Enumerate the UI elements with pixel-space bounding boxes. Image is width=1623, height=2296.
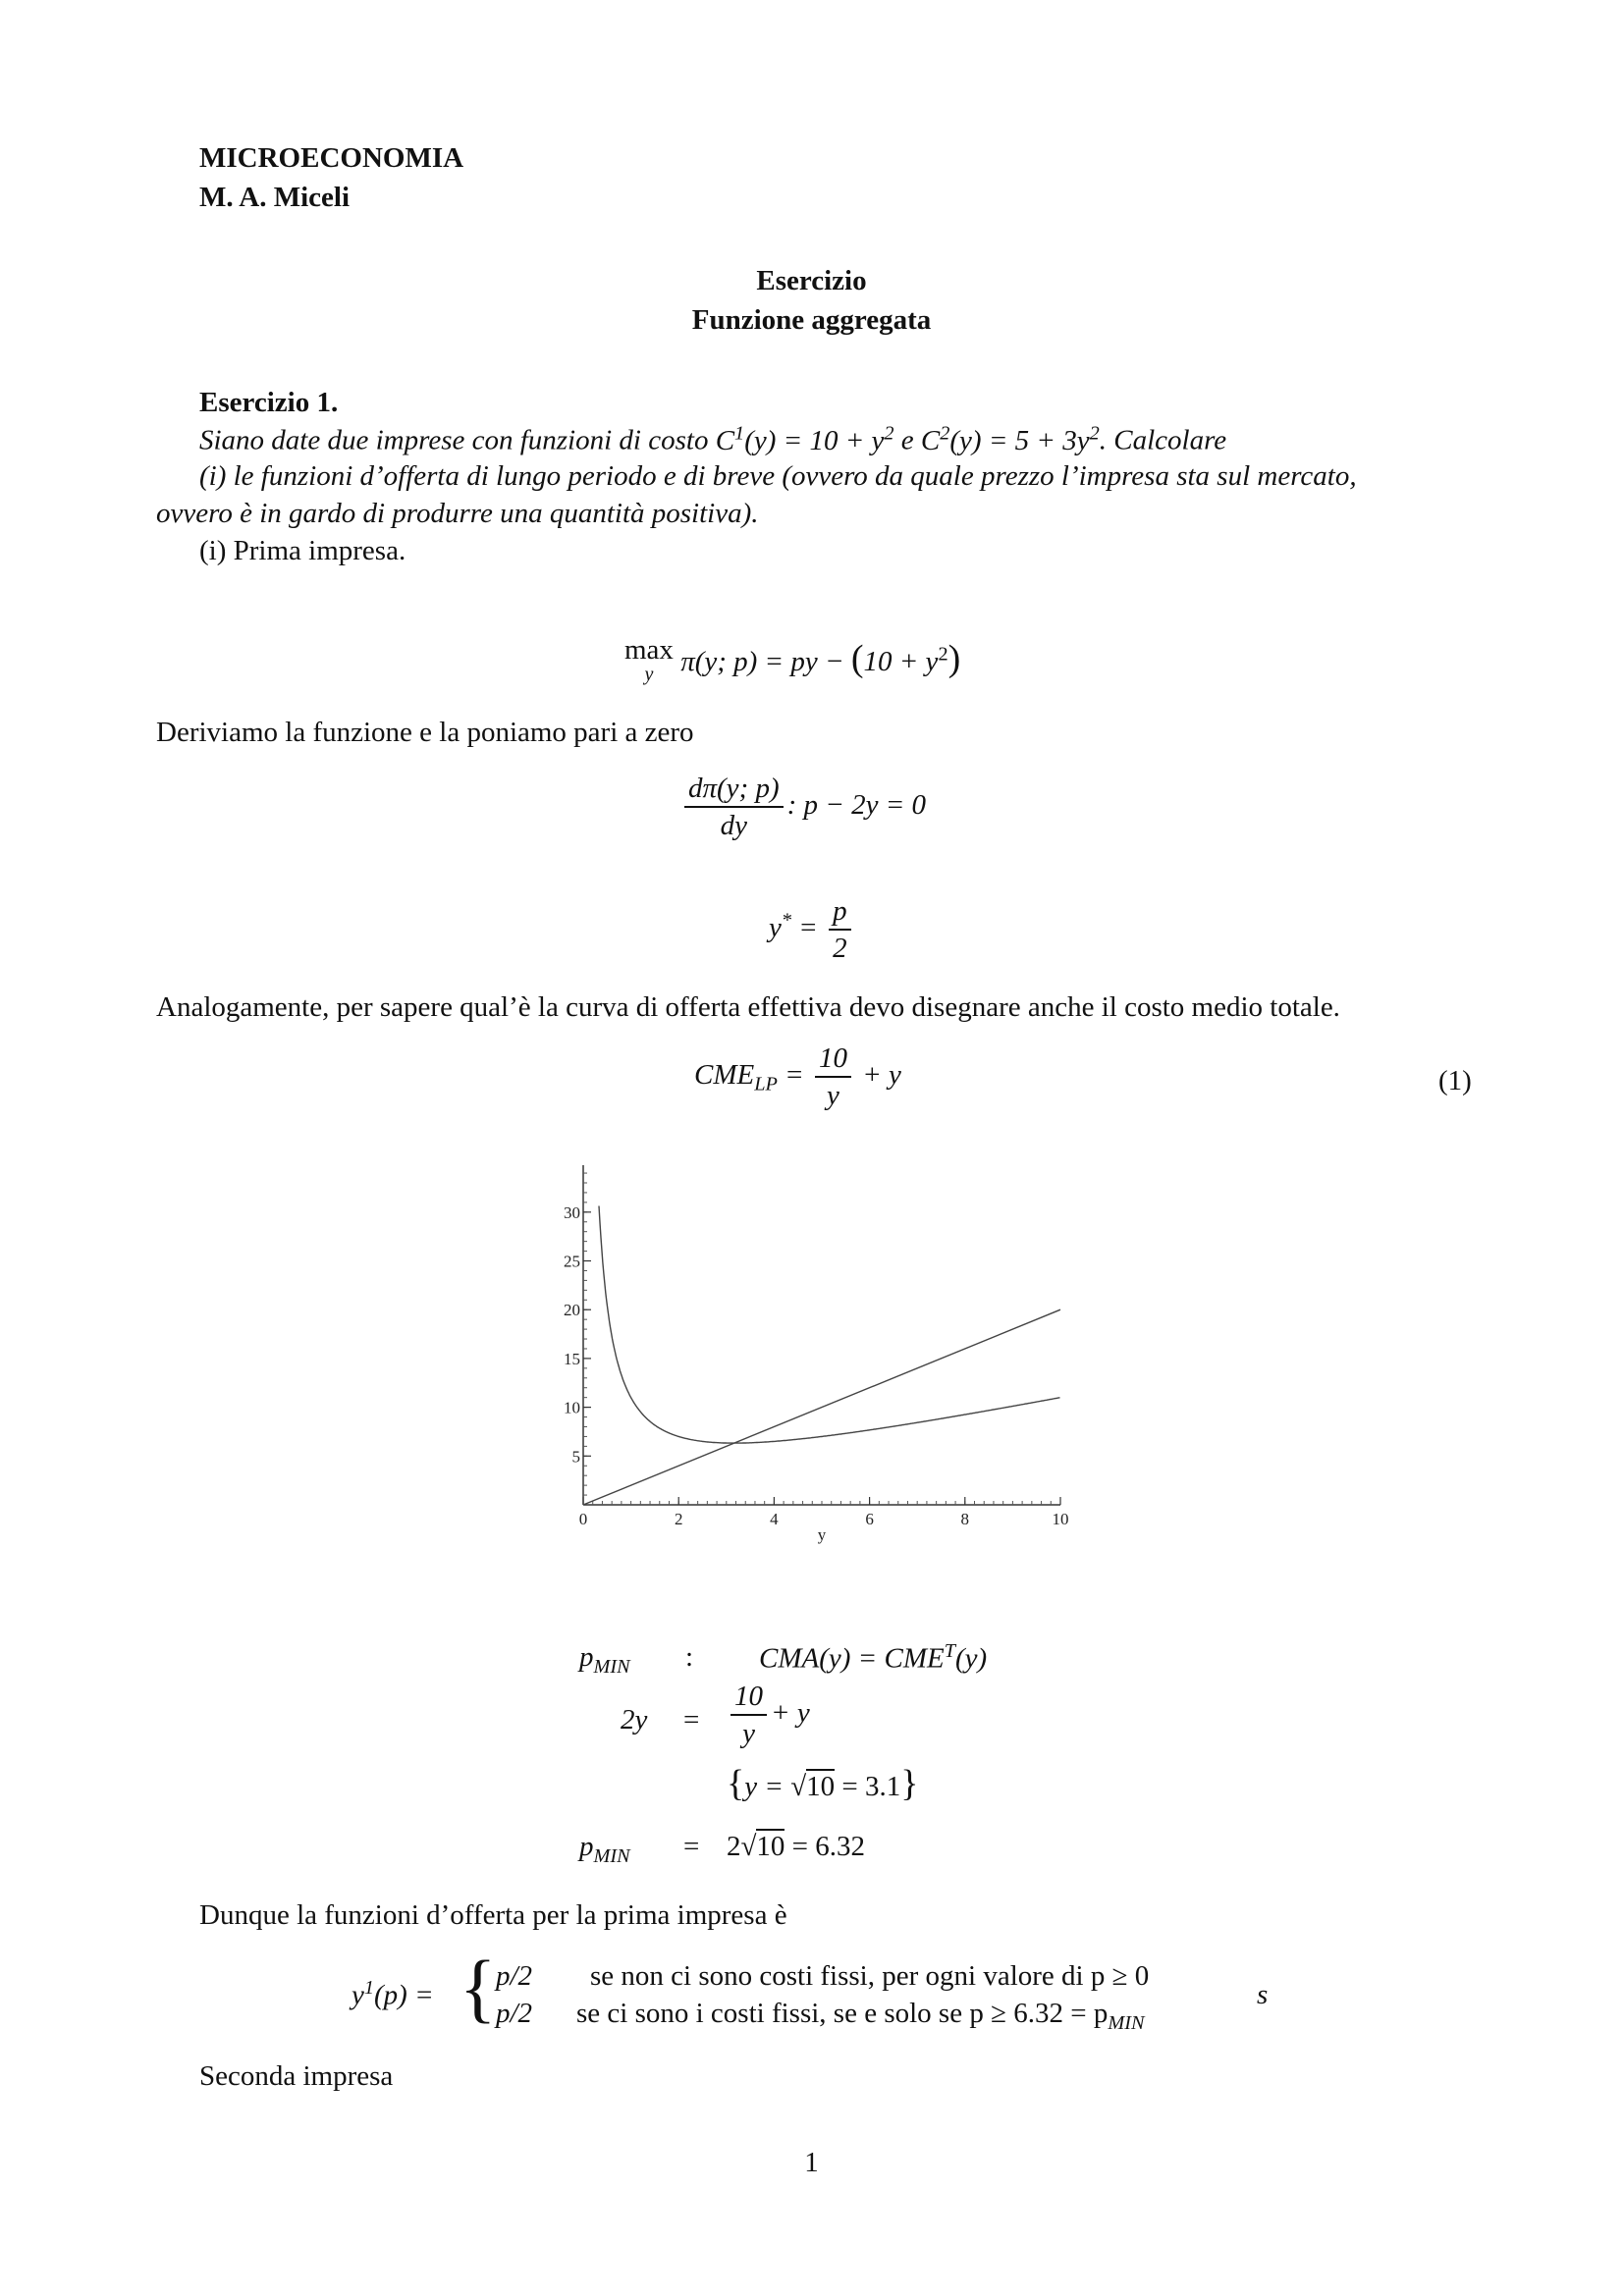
pmin-row4-lhs: $p_{MIN}$ bbox=[579, 1831, 630, 1867]
equation-profit-max: max y π(y; p) = py − $(10 + y^2)$ bbox=[624, 634, 961, 685]
pmin-row1-lhs: $p_{MIN}$ bbox=[579, 1641, 630, 1678]
part-first-firm: (i) Prima impresa. bbox=[199, 535, 406, 566]
course-title: MICROECONOMIA bbox=[199, 142, 464, 174]
supply-case1-value: p/2 bbox=[496, 1960, 533, 1992]
text-derive: Deriviamo la funzione e la poniamo pari a zero bbox=[156, 717, 694, 748]
exercise-heading: Esercizio 1. bbox=[199, 387, 339, 418]
x-axis-label: y bbox=[817, 1525, 827, 1544]
supply-trailing-s: s bbox=[1257, 1979, 1269, 2010]
average-cost-curve bbox=[599, 1206, 1060, 1444]
doc-title-line1: Esercizio bbox=[756, 265, 867, 296]
x-tick-label: 4 bbox=[770, 1510, 779, 1528]
pmin-row1-op: : bbox=[685, 1641, 694, 1673]
x-tick-label: 0 bbox=[578, 1510, 588, 1528]
cost-fn-2: $C^2(y) = 5 + 3y^2$ bbox=[920, 422, 1100, 456]
x-tick-label: 6 bbox=[865, 1510, 874, 1528]
author-name: M. A. Miceli bbox=[199, 182, 351, 213]
pmin-row2-rhs: $\frac{10}{y}$ + y bbox=[727, 1679, 810, 1752]
equation-cme-lp: $CME_{LP}$ = $\frac{10}{y}$ + y bbox=[694, 1042, 901, 1112]
y-tick-label: 15 bbox=[564, 1349, 580, 1368]
pmin-row1-rhs: $CMA(y) = CME^T(y)$ bbox=[759, 1640, 988, 1675]
equation-ystar: y* = $\frac{p}{2}$ bbox=[769, 893, 855, 967]
x-tick-label: 8 bbox=[960, 1510, 970, 1528]
text-dunque: Dunque la funzioni d’offerta per la prima impresa è bbox=[199, 1899, 787, 1931]
supply-lhs: $y^1(p)$ = bbox=[352, 1977, 434, 2011]
exercise-statement-line3: ovvero è in gardo di produrre una quantità positiva). bbox=[156, 498, 759, 529]
equation-number-1: (1) bbox=[1438, 1065, 1472, 1096]
supply-case1-condition: se non ci sono costi fissi, per ogni valore di p ≥ 0 bbox=[590, 1960, 1150, 1992]
equation-derivative: $\frac{d\pi(y; p)}{dy}$ : p − 2y = 0 bbox=[680, 771, 926, 844]
exercise-statement-line2: (i) le funzioni d’offerta di lungo periodo e di breve (ovvero da quale prezzo l’impresa sta sul mercato, bbox=[199, 460, 1357, 492]
cost-fn-1: $C^1(y) = 10 + y^2$ bbox=[715, 422, 894, 456]
supply-case2-condition: se ci sono i costi fissi, se e solo se $p \ge 6.32 = p_{MIN}$ bbox=[576, 1998, 1145, 2034]
cost-curves-chart bbox=[0, 1158, 1623, 1571]
y-tick-label: 25 bbox=[564, 1252, 580, 1271]
x-tick-label: 10 bbox=[1052, 1510, 1069, 1528]
pmin-row2-op: = bbox=[683, 1704, 700, 1735]
page-number: 1 bbox=[804, 2147, 819, 2178]
statement-text: Siano date due imprese con funzioni di costo bbox=[199, 424, 716, 456]
pmin-row4-op: = bbox=[683, 1831, 700, 1862]
supply-brace: { bbox=[460, 1945, 497, 2030]
exercise-statement-line1: Siano date due imprese con funzioni di costo $C^1(y) = 10 + y^2$ e $C^2(y) = 5 + 3y^2$. Calcolare bbox=[199, 422, 1227, 456]
supply-case2-value: p/2 bbox=[496, 1998, 533, 2029]
marginal-cost-line bbox=[583, 1309, 1060, 1505]
text-second-firm: Seconda impresa bbox=[199, 2060, 394, 2092]
pmin-row3: {y = √10 = 3.1} bbox=[727, 1763, 919, 1804]
x-tick-label: 2 bbox=[674, 1510, 683, 1528]
y-tick-label: 30 bbox=[564, 1202, 580, 1222]
y-tick-label: 5 bbox=[571, 1447, 580, 1467]
max-operator: max bbox=[624, 634, 674, 666]
doc-title-line2: Funzione aggregata bbox=[691, 304, 932, 336]
max-subscript: y bbox=[644, 664, 654, 685]
y-tick-label: 20 bbox=[564, 1301, 580, 1320]
y-tick-label: 10 bbox=[564, 1398, 580, 1417]
pmin-row4-rhs: 2√10 = 6.32 bbox=[727, 1831, 866, 1862]
text-analog: Analogamente, per sapere qual’è la curva di offerta effettiva devo disegnare anche il costo medio totale. bbox=[156, 991, 1340, 1023]
pmin-row2-lhs: 2y bbox=[621, 1704, 648, 1735]
